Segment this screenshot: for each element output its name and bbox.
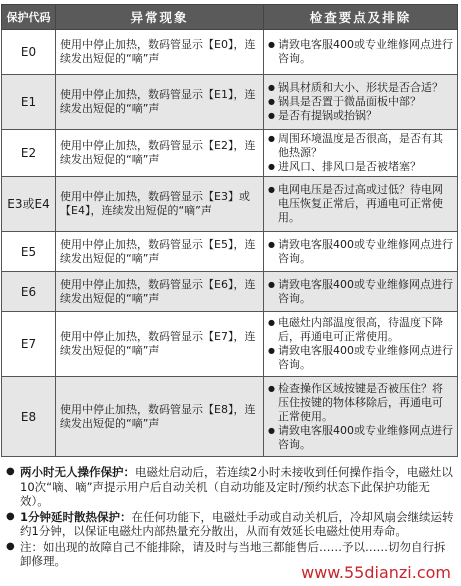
check-list	[268, 183, 453, 225]
table-row	[2, 130, 458, 177]
fault-code: E8	[2, 377, 56, 457]
check-item: ● 请致电客服400或专业维修网点进行咨询。	[268, 344, 453, 372]
bullet-icon: ●	[6, 466, 15, 477]
table-row	[2, 377, 458, 457]
symptom-text: 使用中停止加热，数码管显示【E3】或【E4】，连续发出短促的“嘀”声	[56, 177, 264, 232]
check-list	[268, 382, 453, 452]
note-item	[6, 510, 454, 539]
check-points	[264, 272, 458, 312]
symptom-text: 使用中停止加热，数码管显示【E5】，连续发出短促的“嘀”声	[56, 232, 264, 272]
check-item: ● 检查操作区域按键是否被压住？将压住按键的物体移除后，再通电可正常使用。	[268, 382, 453, 424]
header-code: 保护代码	[2, 5, 56, 30]
symptom-text: 使用中停止加热，数码管显示【E0】，连续发出短促的“嘀”声	[56, 30, 264, 75]
check-item: ● 周围环境温度是否很高，是否有其他热源？	[268, 132, 453, 160]
check-points	[264, 30, 458, 75]
fault-code: E6	[2, 272, 56, 312]
header-checks: 检查要点及排除	[264, 5, 458, 30]
check-list	[268, 316, 453, 372]
fault-code: E0	[2, 30, 56, 75]
check-item: ● 请致电客服400或专业维修网点进行咨询。	[268, 238, 453, 266]
bullet-icon: ●	[6, 510, 15, 522]
note-title: 两小时无人操作保护：	[20, 465, 135, 479]
check-points	[264, 232, 458, 272]
symptom-text: 使用中停止加热，数码管显示【E2】，连续发出短促的“嘀”声	[56, 130, 264, 177]
table-row	[2, 232, 458, 272]
check-item: ● 进风口、排风口是否被堵塞？	[268, 160, 453, 174]
check-item: ● 锅具是否置于微晶面板中部？	[268, 95, 453, 109]
table-row	[2, 312, 458, 377]
check-points	[264, 312, 458, 377]
note-text: 注：如出现的故障自己不能排除，请及时与当地三都能售后……予以……切勿自行拆卸修理。	[20, 539, 446, 568]
check-item: ● 是否有提锅或抬锅？	[268, 109, 453, 123]
symptom-text: 使用中停止加热，数码管显示【E6】，连续发出短促的“嘀”声	[56, 272, 264, 312]
check-item: ● 请致电客服400或专业维修网点进行咨询。	[268, 38, 453, 66]
note-text: 电磁灶启动后，若连续2小时未接收到任何操作指令，电磁灶以10次“嘀、嘀”声提示用户后自动关机（自动功能及定时/预约状态下此保护功能无效）。	[20, 465, 453, 508]
check-list	[268, 38, 453, 66]
table-row	[2, 177, 458, 232]
check-item: ● 电网电压是否过高或过低？待电网电压恢复正常后，再通电可正常使用。	[268, 183, 453, 225]
check-points	[264, 377, 458, 457]
fault-code: E2	[2, 130, 56, 177]
fault-code: E1	[2, 75, 56, 130]
check-list	[268, 238, 453, 266]
check-points	[264, 130, 458, 177]
watermark: www.55dianzi.com	[301, 563, 451, 582]
fault-code: E5	[2, 232, 56, 272]
table-row	[2, 272, 458, 312]
notes-section	[6, 465, 454, 570]
fault-code: E7	[2, 312, 56, 377]
check-list	[268, 132, 453, 174]
table-row	[2, 75, 458, 130]
check-item: ● 电磁灶内部温度很高，待温度下降后，再通电可正常使用。	[268, 316, 453, 344]
note-text: 在任何功能下，电磁灶手动或自动关机后，冷却风扇会继续运转约1分钟，以保证电磁灶内部热量充分散出，从而有效延长电磁灶使用寿命。	[20, 509, 454, 538]
check-list	[268, 278, 453, 306]
note-title: 1分钟延时散热保护：	[20, 509, 132, 524]
check-list	[268, 81, 453, 123]
fault-code: E3或E4	[2, 177, 56, 232]
fault-code-table	[1, 4, 458, 457]
symptom-text: 使用中停止加热，数码管显示【E8】，连续发出短促的“嘀”声	[56, 377, 264, 457]
check-item: ● 锅具材质和大小、形状是否合适？	[268, 81, 453, 95]
table-header-row	[2, 5, 458, 30]
note-item	[6, 465, 454, 509]
header-symptom: 异常现象	[56, 5, 264, 30]
check-item: ● 请致电客服400或专业维修网点进行咨询。	[268, 424, 453, 452]
bullet-icon: ●	[6, 540, 15, 552]
table-body	[2, 30, 458, 457]
symptom-text: 使用中停止加热，数码管显示【E7】，连续发出短促的“嘀”声	[56, 312, 264, 377]
table-row	[2, 30, 458, 75]
check-item: ● 请致电客服400或专业维修网点进行咨询。	[268, 278, 453, 306]
symptom-text: 使用中停止加热，数码管显示【E1】，连续发出短促的“嘀”声	[56, 75, 264, 130]
check-points	[264, 75, 458, 130]
check-points	[264, 177, 458, 232]
